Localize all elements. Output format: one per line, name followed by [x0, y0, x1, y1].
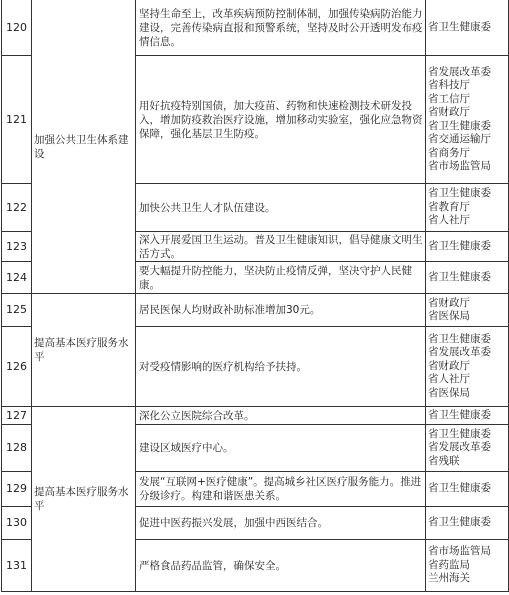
row-number: 126	[2, 327, 32, 407]
dept-line: 省工信厅	[428, 92, 470, 105]
dept-line: 省发展改革委	[428, 441, 491, 454]
dept-line: 省医保局	[428, 310, 470, 322]
dept-line: 省卫生健康委	[428, 332, 491, 345]
category-cell: 加强公共卫生体系建设	[32, 0, 136, 294]
row-number: 121	[2, 56, 32, 184]
dept-line: 省卫生健康委	[428, 270, 491, 283]
row-number: 130	[2, 507, 32, 540]
row-number: 127	[2, 407, 32, 425]
row-content: 严格食品药品监管，确保安全。	[136, 540, 426, 592]
dept-line: 省市场监管局	[428, 160, 491, 172]
row-content: 发展“互联网+医疗健康”。提高城乡社区医疗服务能力。推进分级诊疗。构建和谐医患关系。	[136, 472, 426, 507]
dept-line: 省卫生健康委	[428, 516, 491, 529]
dept-line: 省市场监管局	[428, 545, 491, 558]
table-row	[2, 294, 509, 327]
dept-cell	[426, 540, 509, 592]
dept-line: 省科技厅	[428, 79, 470, 91]
dept-line: 省卫生健康委	[428, 482, 491, 495]
dept-line: 省财政厅	[428, 359, 470, 372]
dept-line: 省卫生健康委	[428, 239, 491, 252]
category-cell: 提高基本医疗服务水平	[32, 407, 136, 592]
dept-line: 省财政厅	[428, 106, 470, 118]
dept-line: 兰州海关	[428, 572, 470, 585]
dept-cell	[426, 507, 509, 540]
dept-line: 省发展改革委	[428, 65, 491, 78]
row-content: 加快公共卫生人才队伍建设。	[136, 184, 426, 232]
dept-cell	[426, 327, 509, 407]
dept-cell	[426, 407, 509, 425]
dept-cell	[426, 56, 509, 184]
task-table	[1, 0, 509, 592]
row-number: 125	[2, 294, 32, 327]
dept-cell	[426, 262, 509, 294]
row-number: 122	[2, 184, 32, 232]
dept-cell	[426, 232, 509, 262]
dept-line: 省卫生健康委	[428, 187, 491, 200]
dept-line: 省财政厅	[428, 296, 470, 309]
dept-cell	[426, 0, 509, 56]
table-row	[2, 0, 509, 56]
row-content: 用好抗疫特别国债，加大疫苗、药物和快速检测技术研发投入，增加防疫救治医疗设施，增加移动实验室，强化应急物资保障，强化基层卫生防疫。	[136, 56, 426, 184]
dept-line: 省教育厅	[428, 200, 470, 213]
dept-line: 省医保局	[428, 386, 470, 399]
dept-cell	[426, 425, 509, 472]
row-content: 促进中医药振兴发展，加强中西医结合。	[136, 507, 426, 540]
row-content: 居民医保人均财政补助标准增加30元。	[136, 294, 426, 327]
dept-cell	[426, 184, 509, 232]
dept-line: 省商务厅	[428, 146, 470, 159]
dept-line: 省发展改革委	[428, 346, 491, 359]
category-cell: 提高基本医疗服务水平	[32, 294, 136, 407]
dept-line: 省卫生健康委	[428, 408, 491, 421]
dept-line: 省人社厅	[428, 214, 470, 227]
row-content: 深化公立医院综合改革。	[136, 407, 426, 425]
dept-line: 省交通运输厅	[428, 133, 491, 145]
dept-line: 省残联	[428, 454, 460, 467]
row-number: 124	[2, 262, 32, 294]
table-row	[2, 407, 509, 425]
row-number: 123	[2, 232, 32, 262]
row-number: 128	[2, 425, 32, 472]
row-content: 对受疫情影响的医疗机构给予扶持。	[136, 327, 426, 407]
dept-cell	[426, 472, 509, 507]
dept-line: 省人社厅	[428, 373, 470, 386]
row-content: 坚持生命至上，改革疾病预防控制体制，加强传染病防治能力建设，完善传染病直报和预警系统，坚持及时公开透明发布疫情信息。	[136, 0, 426, 56]
dept-line: 省卫生健康委	[428, 20, 491, 33]
row-content: 要大幅提升防控能力，坚决防止疫情反弹，坚决守护人民健康。	[136, 262, 426, 294]
row-content: 建设区域医疗中心。	[136, 425, 426, 472]
row-number: 131	[2, 540, 32, 592]
dept-line: 省卫生健康委	[428, 119, 491, 132]
row-number: 120	[2, 0, 32, 56]
dept-line: 省药监局	[428, 558, 470, 571]
dept-line: 省卫生健康委	[428, 427, 491, 440]
row-number: 129	[2, 472, 32, 507]
dept-cell	[426, 294, 509, 327]
row-content: 深入开展爱国卫生运动。普及卫生健康知识，倡导健康文明生活方式。	[136, 232, 426, 262]
